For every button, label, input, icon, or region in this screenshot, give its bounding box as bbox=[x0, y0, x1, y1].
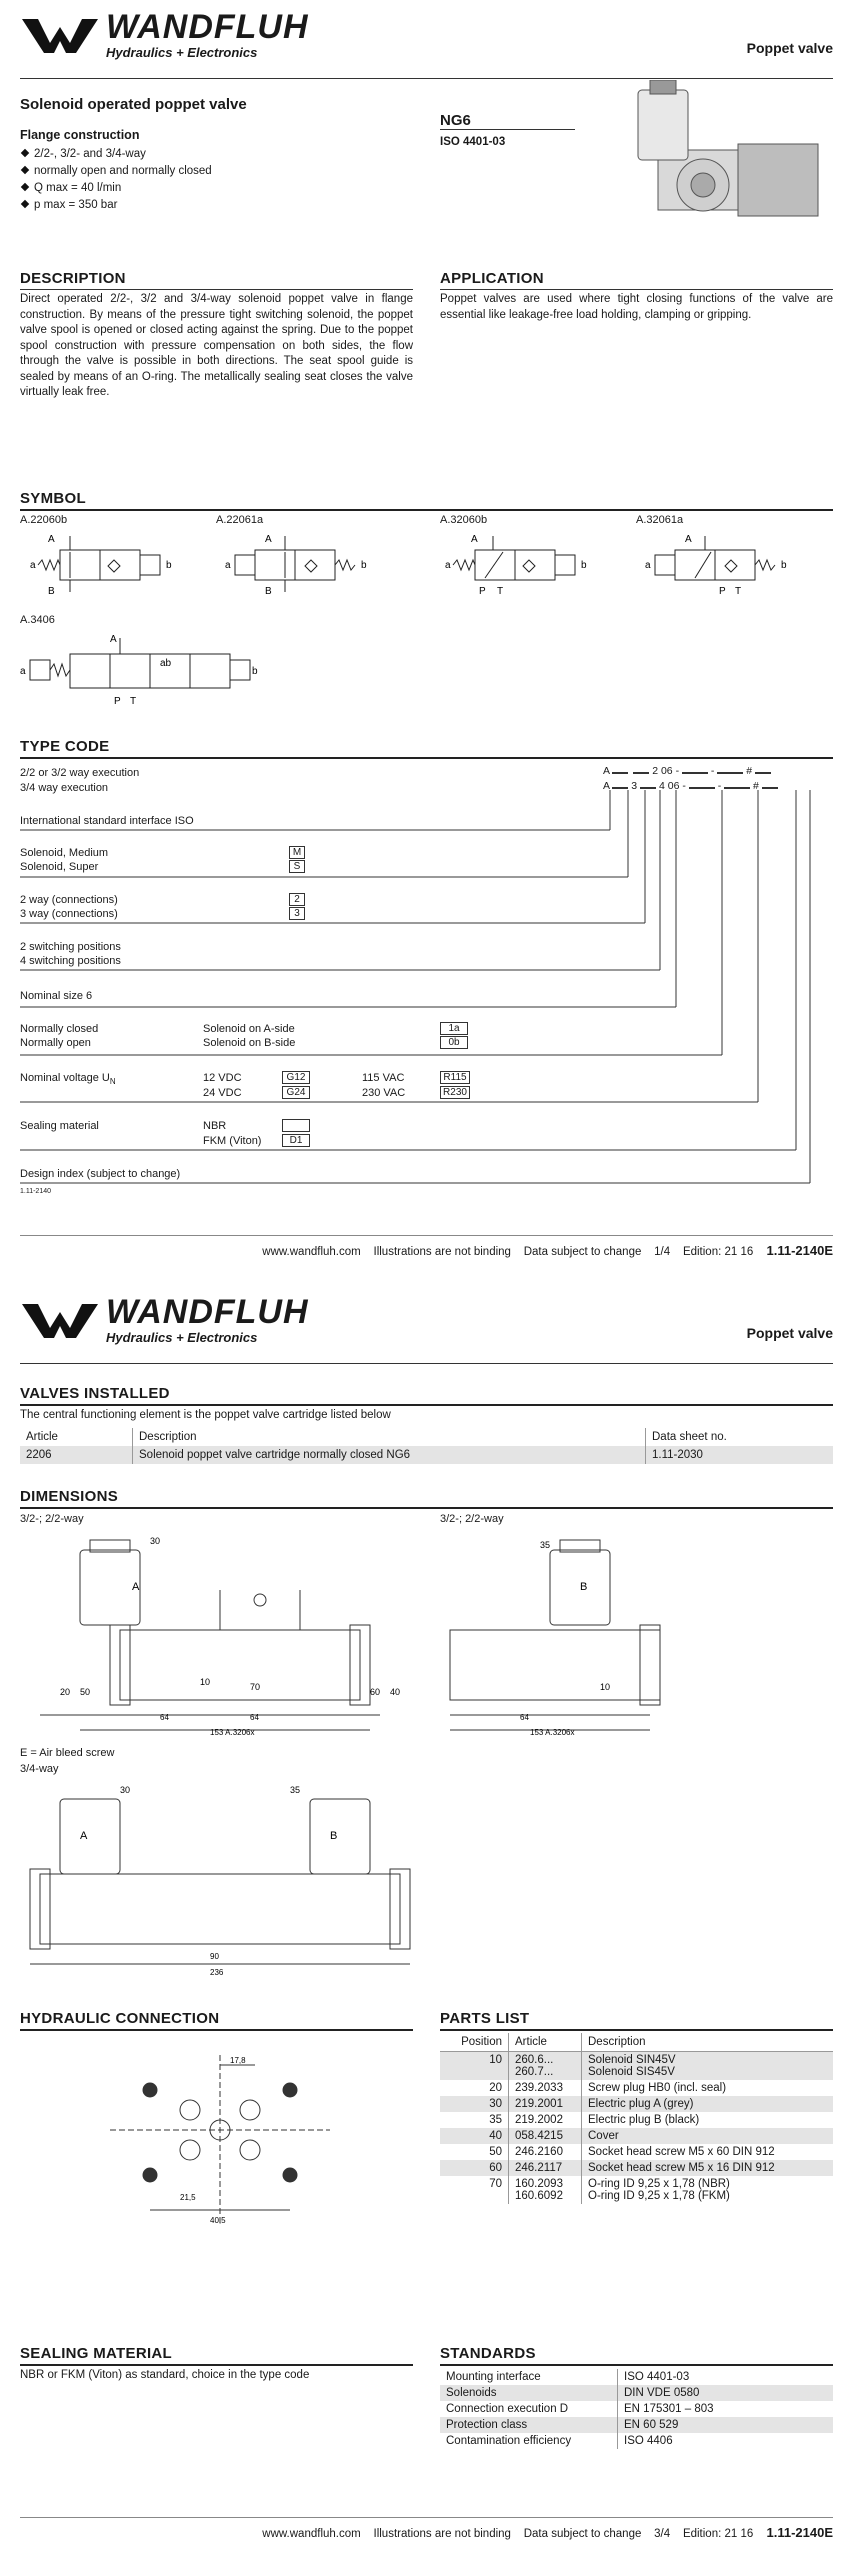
tc-sp4: 4 switching positions bbox=[20, 955, 121, 967]
svg-text:20: 20 bbox=[60, 1687, 71, 1697]
tc-nominal: Nominal size 6 bbox=[20, 990, 93, 1002]
header-rule bbox=[20, 1363, 833, 1364]
product-title: Solenoid operated poppet valve bbox=[20, 96, 247, 113]
valves-installed-rule bbox=[20, 1404, 833, 1406]
symbol-a22061a bbox=[225, 530, 375, 600]
tc-side-b: Solenoid on B-side bbox=[203, 1037, 296, 1049]
tc-box-3: 3 bbox=[289, 907, 305, 920]
table-row: 20 239.2033 Screw plug HB0 (incl. seal) bbox=[440, 2080, 833, 2096]
symbol-a32061a bbox=[645, 530, 795, 600]
svg-text:b: b bbox=[581, 560, 587, 571]
brand-logo bbox=[20, 10, 309, 60]
parts-table bbox=[440, 2033, 833, 2204]
page-3 bbox=[0, 1285, 853, 2560]
table-header: Article Description Data sheet no. bbox=[20, 1428, 833, 1446]
svg-text:30: 30 bbox=[150, 1536, 161, 1546]
svg-text:B: B bbox=[330, 1830, 338, 1842]
tc-box-g24: G24 bbox=[282, 1086, 310, 1099]
svg-text:a: a bbox=[445, 560, 451, 571]
svg-text:a: a bbox=[225, 560, 231, 571]
tc-sealing: Sealing material bbox=[20, 1120, 99, 1132]
svg-text:90: 90 bbox=[210, 1952, 219, 1961]
valves-installed-heading: VALVES INSTALLED bbox=[20, 1385, 170, 1402]
svg-text:b: b bbox=[781, 560, 787, 571]
hydraulic-heading: HYDRAULIC CONNECTION bbox=[20, 2010, 220, 2027]
tc-sol-super: Solenoid, Super bbox=[20, 861, 99, 873]
svg-text:A: A bbox=[265, 534, 272, 545]
iso-standard: ISO 4401-03 bbox=[440, 136, 506, 148]
tc-nc: Normally closed bbox=[20, 1023, 99, 1035]
tc-nbr: NBR bbox=[203, 1120, 227, 1132]
svg-text:T: T bbox=[735, 586, 742, 597]
tc-box-nbr bbox=[282, 1119, 310, 1135]
standards-rule bbox=[440, 2364, 833, 2366]
brand-name: WANDFLUH bbox=[106, 8, 309, 46]
table-row: 10 260.6... 260.7... Solenoid SIN45V Solenoid SIS45V bbox=[440, 2052, 833, 2081]
feature-item: normally open and normally closed bbox=[20, 163, 212, 180]
parts-rule bbox=[440, 2029, 833, 2031]
standards-heading: STANDARDS bbox=[440, 2345, 536, 2362]
type-code-heading: TYPE CODE bbox=[20, 738, 110, 755]
svg-text:153 A.3206x: 153 A.3206x bbox=[210, 1728, 255, 1737]
tc-iso: International standard interface ISO bbox=[20, 815, 194, 827]
tc-box-r230: R230 bbox=[440, 1086, 470, 1099]
dimension-drawing-left bbox=[20, 1530, 420, 1740]
svg-text:60: 60 bbox=[370, 1687, 381, 1697]
svg-text:35: 35 bbox=[290, 1785, 301, 1795]
brand-subtitle: Hydraulics + Electronics bbox=[106, 1330, 258, 1345]
svg-text:T: T bbox=[497, 586, 504, 597]
table-row: Connection execution D EN 175301 – 803 bbox=[440, 2401, 833, 2417]
tc-row2-label: 3/4 way execution bbox=[20, 782, 109, 794]
tc-side-a: Solenoid on A-side bbox=[203, 1023, 295, 1035]
valve-product-image bbox=[618, 80, 828, 240]
svg-text:10: 10 bbox=[600, 1682, 611, 1692]
description-heading: DESCRIPTION bbox=[20, 270, 126, 287]
symbol-a32060b bbox=[445, 530, 595, 600]
table-row: 40 058.4215 Cover bbox=[440, 2128, 833, 2144]
brand-logo bbox=[20, 1295, 309, 1345]
dimension-drawing-34way bbox=[20, 1779, 420, 1979]
description-rule bbox=[20, 289, 413, 290]
tc-row1-code: A 2 06 - - # bbox=[603, 765, 771, 777]
svg-text:A: A bbox=[110, 634, 117, 645]
symbol-a22060b bbox=[30, 530, 180, 600]
construction-label: Flange construction bbox=[20, 128, 140, 142]
application-text: Poppet valves are used where tight closing functions of the valve are essential like leakage-free load holding, clamping or gripping. bbox=[440, 293, 833, 321]
tc-doc-ref: 1.11-2140 bbox=[20, 1188, 52, 1195]
svg-text:17,8: 17,8 bbox=[230, 2056, 246, 2065]
valves-installed-table bbox=[20, 1428, 833, 1464]
parts-heading: PARTS LIST bbox=[440, 2010, 530, 2027]
svg-text:B: B bbox=[265, 586, 272, 597]
svg-text:a: a bbox=[30, 560, 36, 571]
tc-box-1a: 1a bbox=[440, 1022, 468, 1035]
svg-text:153 A.3206x: 153 A.3206x bbox=[530, 1728, 575, 1737]
tc-box-r115: R115 bbox=[440, 1071, 470, 1084]
svg-text:64: 64 bbox=[160, 1713, 169, 1722]
table-row: Contamination efficiency ISO 4406 bbox=[440, 2433, 833, 2449]
svg-text:A: A bbox=[685, 534, 692, 545]
svg-text:A: A bbox=[48, 534, 55, 545]
footer-page1: www.wandfluh.com Illustrations are not binding Data subject to change 1/4 Edition: 21 16 1.11-2140E bbox=[262, 1243, 833, 1258]
tc-box-d1: D1 bbox=[282, 1134, 310, 1147]
footer-page3: www.wandfluh.com Illustrations are not binding Data subject to change 3/4 Edition: 21 16 1.11-2140E bbox=[262, 2525, 833, 2540]
table-row: 35 219.2002 Electric plug B (black) bbox=[440, 2112, 833, 2128]
tc-voltage: Nominal voltage $U_N$ bbox=[20, 1072, 116, 1087]
symbol-heading: SYMBOL bbox=[20, 490, 86, 507]
wandfluh-logo-icon bbox=[20, 1298, 100, 1342]
tc-v230: 230 VAC bbox=[362, 1087, 406, 1099]
svg-text:P: P bbox=[479, 586, 486, 597]
feature-list bbox=[20, 146, 212, 214]
dim-label-34: 3/4-way bbox=[20, 1763, 59, 1775]
feature-item: 2/2-, 3/2- and 3/4-way bbox=[20, 146, 212, 163]
description-text: Direct operated 2/2-, 3/2 and 3/4-way solenoid poppet valve in flange construction. By means of the pressure tight switching solenoid, the poppet valve spool is opened or closed acting against the spring. Due to the poppet spool construction with pressure compensation on both sides, the flow through the valve is possible in both directions. The seat spool guide is sealed by means of an O-ring. The metallically sealing seat closes the valve virtually leak free. bbox=[20, 293, 413, 398]
symbol-label: A.32061a bbox=[636, 514, 684, 526]
svg-text:A: A bbox=[471, 534, 478, 545]
table-row: Solenoids DIN VDE 0580 bbox=[440, 2385, 833, 2401]
application-heading: APPLICATION bbox=[440, 270, 544, 287]
tc-fkm: FKM (Viton) bbox=[203, 1135, 262, 1147]
nominal-size: NG6 bbox=[440, 112, 575, 130]
tc-box-0b: 0b bbox=[440, 1036, 468, 1049]
tc-box-2: 2 bbox=[289, 893, 305, 906]
wandfluh-logo-icon bbox=[20, 13, 100, 57]
svg-text:35: 35 bbox=[540, 1540, 551, 1550]
header-category: Poppet valve bbox=[746, 1325, 833, 1341]
tc-design: Design index (subject to change) bbox=[20, 1168, 181, 1180]
tc-row1-label: 2/2 or 3/2 way execution bbox=[20, 767, 140, 779]
tc-no: Normally open bbox=[20, 1037, 91, 1049]
symbol-label: A.32060b bbox=[440, 514, 488, 526]
symbol-label: A.3406 bbox=[20, 614, 55, 626]
tc-row2-code: A 3 4 06 - - # bbox=[603, 780, 778, 792]
air-bleed-note: E = Air bleed screw bbox=[20, 1747, 115, 1759]
valves-installed-intro: The central functioning element is the poppet valve cartridge listed below bbox=[20, 1409, 391, 1421]
symbol-rule bbox=[20, 509, 833, 511]
svg-text:50: 50 bbox=[80, 1687, 91, 1697]
svg-text:P: P bbox=[114, 696, 121, 707]
hydraulic-rule bbox=[20, 2029, 413, 2031]
table-row: 2206 Solenoid poppet valve cartridge normally closed NG6 1.11-2030 bbox=[20, 1446, 833, 1464]
table-row: 70 160.2093 160.6092 O-ring ID 9,25 x 1,78 (NBR) O-ring ID 9,25 x 1,78 (FKM) bbox=[440, 2176, 833, 2204]
feature-item: p max = 350 bar bbox=[20, 197, 212, 214]
brand-subtitle: Hydraulics + Electronics bbox=[106, 45, 258, 60]
dimensions-heading: DIMENSIONS bbox=[20, 1488, 119, 1505]
feature-item: Q max = 40 l/min bbox=[20, 180, 212, 197]
tc-box-m: M bbox=[289, 846, 305, 859]
svg-text:64: 64 bbox=[520, 1713, 529, 1722]
svg-text:A: A bbox=[80, 1830, 88, 1842]
table-header: Position Article Description bbox=[440, 2033, 833, 2052]
tc-sp2: 2 switching positions bbox=[20, 941, 121, 953]
svg-text:b: b bbox=[166, 560, 172, 571]
table-row: 50 246.2160 Socket head screw M5 x 60 DIN 912 bbox=[440, 2144, 833, 2160]
symbol-a3406 bbox=[20, 630, 260, 710]
tc-v115: 115 VAC bbox=[362, 1072, 405, 1084]
svg-text:T: T bbox=[130, 696, 137, 707]
symbol-label: A.22061a bbox=[216, 514, 264, 526]
type-code-leader-lines bbox=[0, 790, 853, 1185]
footer-rule bbox=[20, 1235, 833, 1236]
type-code-rule bbox=[20, 757, 833, 759]
symbol-label: A.22060b bbox=[20, 514, 68, 526]
dim-label-left: 3/2-; 2/2-way bbox=[20, 1513, 84, 1525]
application-rule bbox=[440, 289, 833, 290]
tc-v24: 24 VDC bbox=[203, 1087, 242, 1099]
sealing-rule bbox=[20, 2364, 413, 2366]
standards-table bbox=[440, 2369, 833, 2449]
tc-way2: 2 way (connections) bbox=[20, 894, 118, 906]
tc-box-g12: G12 bbox=[282, 1071, 310, 1084]
svg-text:64: 64 bbox=[250, 1713, 259, 1722]
svg-text:40,5: 40,5 bbox=[210, 2216, 226, 2225]
svg-text:21,5: 21,5 bbox=[180, 2193, 196, 2202]
tc-sol-medium: Solenoid, Medium bbox=[20, 847, 109, 859]
svg-text:a: a bbox=[20, 666, 26, 677]
table-row: 30 219.2001 Electric plug A (grey) bbox=[440, 2096, 833, 2112]
svg-text:b: b bbox=[361, 560, 367, 571]
svg-text:P: P bbox=[719, 586, 726, 597]
svg-text:B: B bbox=[48, 586, 55, 597]
svg-text:40: 40 bbox=[390, 1687, 401, 1697]
table-row: Protection class EN 60 529 bbox=[440, 2417, 833, 2433]
footer-rule bbox=[20, 2517, 833, 2518]
svg-text:B: B bbox=[580, 1581, 588, 1593]
header-rule bbox=[20, 78, 833, 79]
hydraulic-interface-drawing bbox=[90, 2055, 350, 2235]
svg-text:10: 10 bbox=[200, 1677, 211, 1687]
dimensions-rule bbox=[20, 1507, 833, 1509]
svg-text:a: a bbox=[645, 560, 651, 571]
table-row: 60 246.2117 Socket head screw M5 x 16 DIN 912 bbox=[440, 2160, 833, 2176]
table-row: Mounting interface ISO 4401-03 bbox=[440, 2369, 833, 2385]
svg-text:70: 70 bbox=[250, 1682, 261, 1692]
svg-text:ab: ab bbox=[160, 658, 172, 669]
sealing-heading: SEALING MATERIAL bbox=[20, 2345, 173, 2362]
tc-v12: 12 VDC bbox=[203, 1072, 242, 1084]
svg-text:A: A bbox=[132, 1581, 140, 1593]
brand-name: WANDFLUH bbox=[106, 1293, 309, 1331]
header-category: Poppet valve bbox=[746, 40, 833, 56]
tc-box-s: S bbox=[289, 860, 305, 873]
svg-text:30: 30 bbox=[120, 1785, 131, 1795]
dim-label-right: 3/2-; 2/2-way bbox=[440, 1513, 504, 1525]
dimension-drawing-right bbox=[440, 1530, 840, 1740]
tc-way3: 3 way (connections) bbox=[20, 908, 118, 920]
svg-text:b: b bbox=[252, 666, 258, 677]
svg-text:236: 236 bbox=[210, 1968, 224, 1977]
sealing-text: NBR or FKM (Viton) as standard, choice in the type code bbox=[20, 2369, 310, 2381]
